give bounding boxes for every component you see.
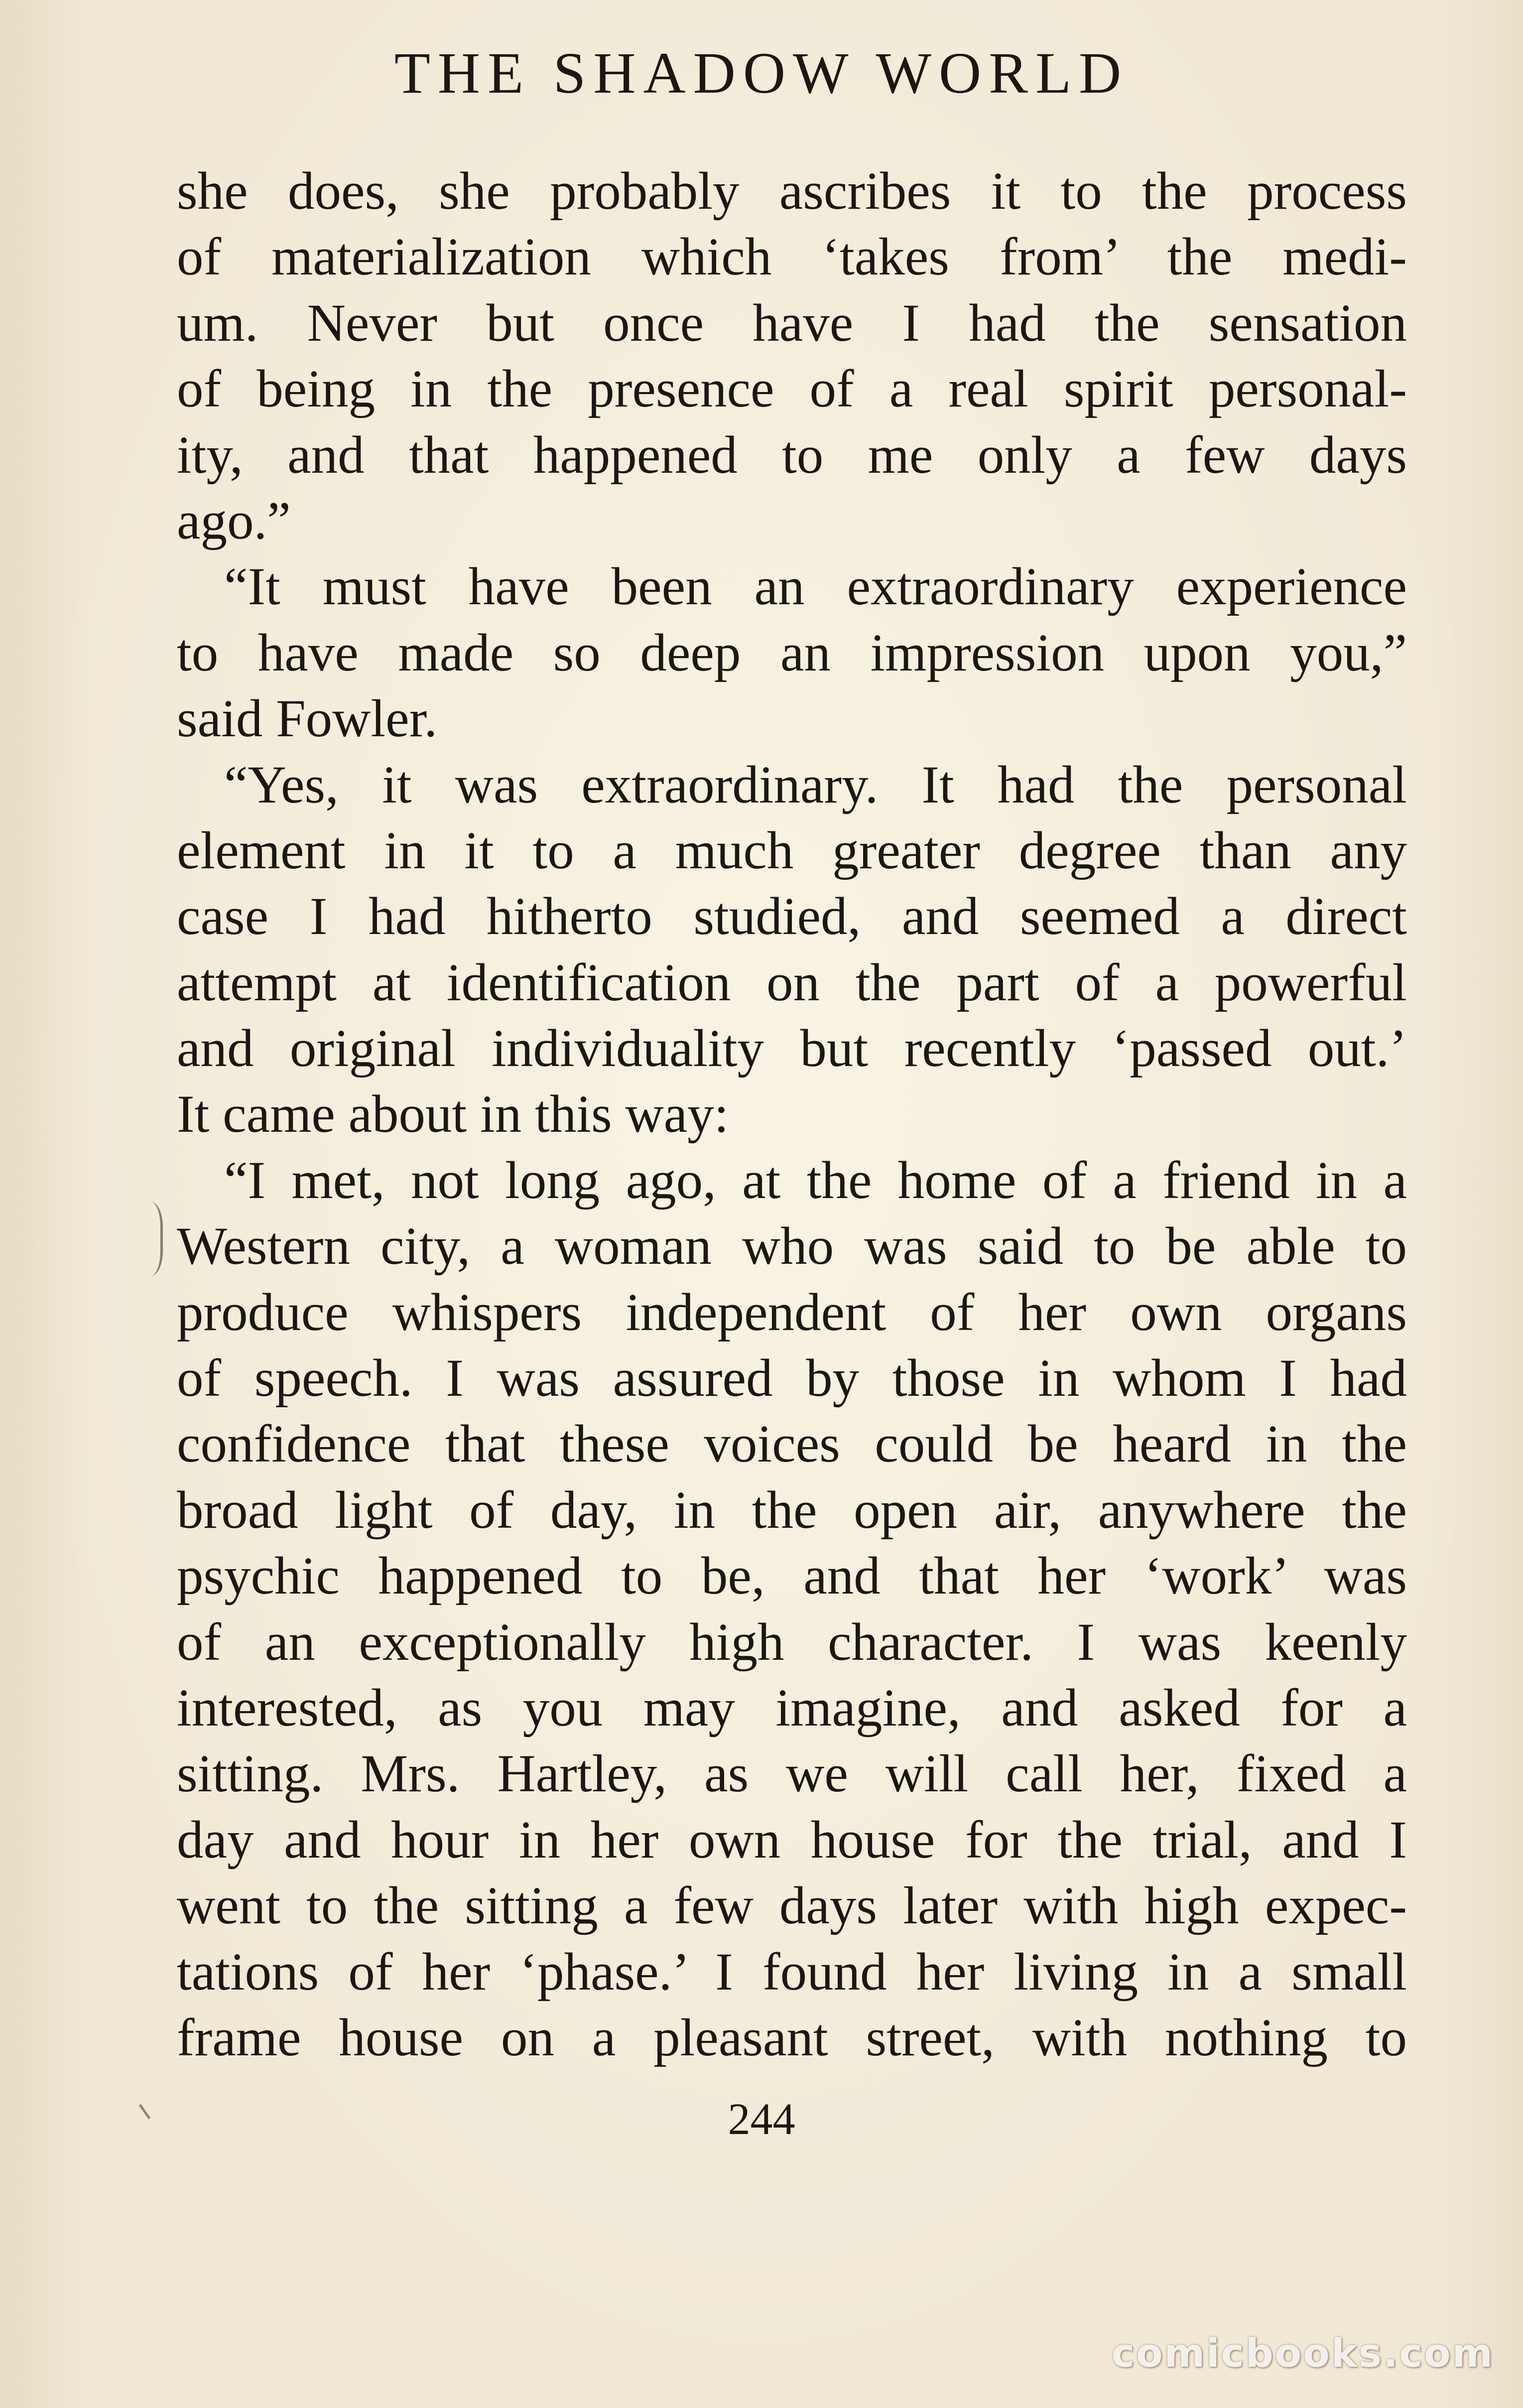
watermark: comicbooks.com	[1111, 2331, 1494, 2376]
text-line: “I met, not long ago, at the home of a friend in a	[224, 1151, 1407, 1210]
page-number: 244	[728, 2095, 795, 2144]
text-line: to have made so deep an impression upon you,”	[177, 623, 1407, 682]
text-line: tations of her ‘phase.’ I found her living in a small	[177, 1942, 1407, 2002]
text-line: “It must have been an extraordinary experience	[224, 557, 1407, 617]
text-line: ity, and that happened to me only a few days	[177, 425, 1407, 485]
text-line: said Fowler.	[177, 689, 438, 749]
text-line: sitting. Mrs. Hartley, as we will call her, fixed a	[177, 1744, 1407, 1804]
text-line: of speech. I was assured by those in whom I had	[177, 1349, 1407, 1408]
text-line: interested, as you may imagine, and asked for a	[177, 1678, 1407, 1738]
text-line: “Yes, it was extraordinary. It had the personal	[224, 755, 1407, 814]
text-line: day and hour in her own house for the trial, and I	[177, 1810, 1407, 1870]
text-line: she does, she probably ascribes it to the process	[177, 162, 1407, 221]
text-line: It came about in this way:	[177, 1085, 729, 1144]
text-line: case I had hitherto studied, and seemed a direct	[177, 887, 1407, 946]
text-line: went to the sitting a few days later with high expec-	[177, 1876, 1407, 1936]
text-line: attempt at identification on the part of a powerful	[177, 953, 1407, 1012]
text-line: of an exceptionally high character. I was keenly	[177, 1612, 1407, 1672]
text-line: confidence that these voices could be heard in the	[177, 1415, 1407, 1474]
text-line: broad light of day, in the open air, anywhere the	[177, 1480, 1407, 1540]
margin-bracket-mark	[150, 1202, 163, 1276]
text-line: of materialization which ‘takes from’ the medi-	[177, 228, 1407, 287]
running-head: THE SHADOW WORLD	[394, 40, 1129, 106]
text-line: psychic happened to be, and that her ‘work’ was	[177, 1547, 1407, 1606]
text-line: Western city, a woman who was said to be able to	[177, 1217, 1407, 1276]
text-line: frame house on a pleasant street, with nothing to	[177, 2008, 1407, 2067]
text-line: ago.”	[177, 491, 291, 550]
text-line: of being in the presence of a real spirit personal-	[177, 360, 1407, 419]
text-line: produce whispers independent of her own organs	[177, 1283, 1407, 1342]
text-line: element in it to a much greater degree than any	[177, 821, 1407, 880]
text-line: and original individuality but recently ‘passed out.’	[177, 1019, 1407, 1078]
text-line: um. Never but once have I had the sensation	[177, 293, 1407, 353]
body-text	[177, 158, 1407, 2116]
